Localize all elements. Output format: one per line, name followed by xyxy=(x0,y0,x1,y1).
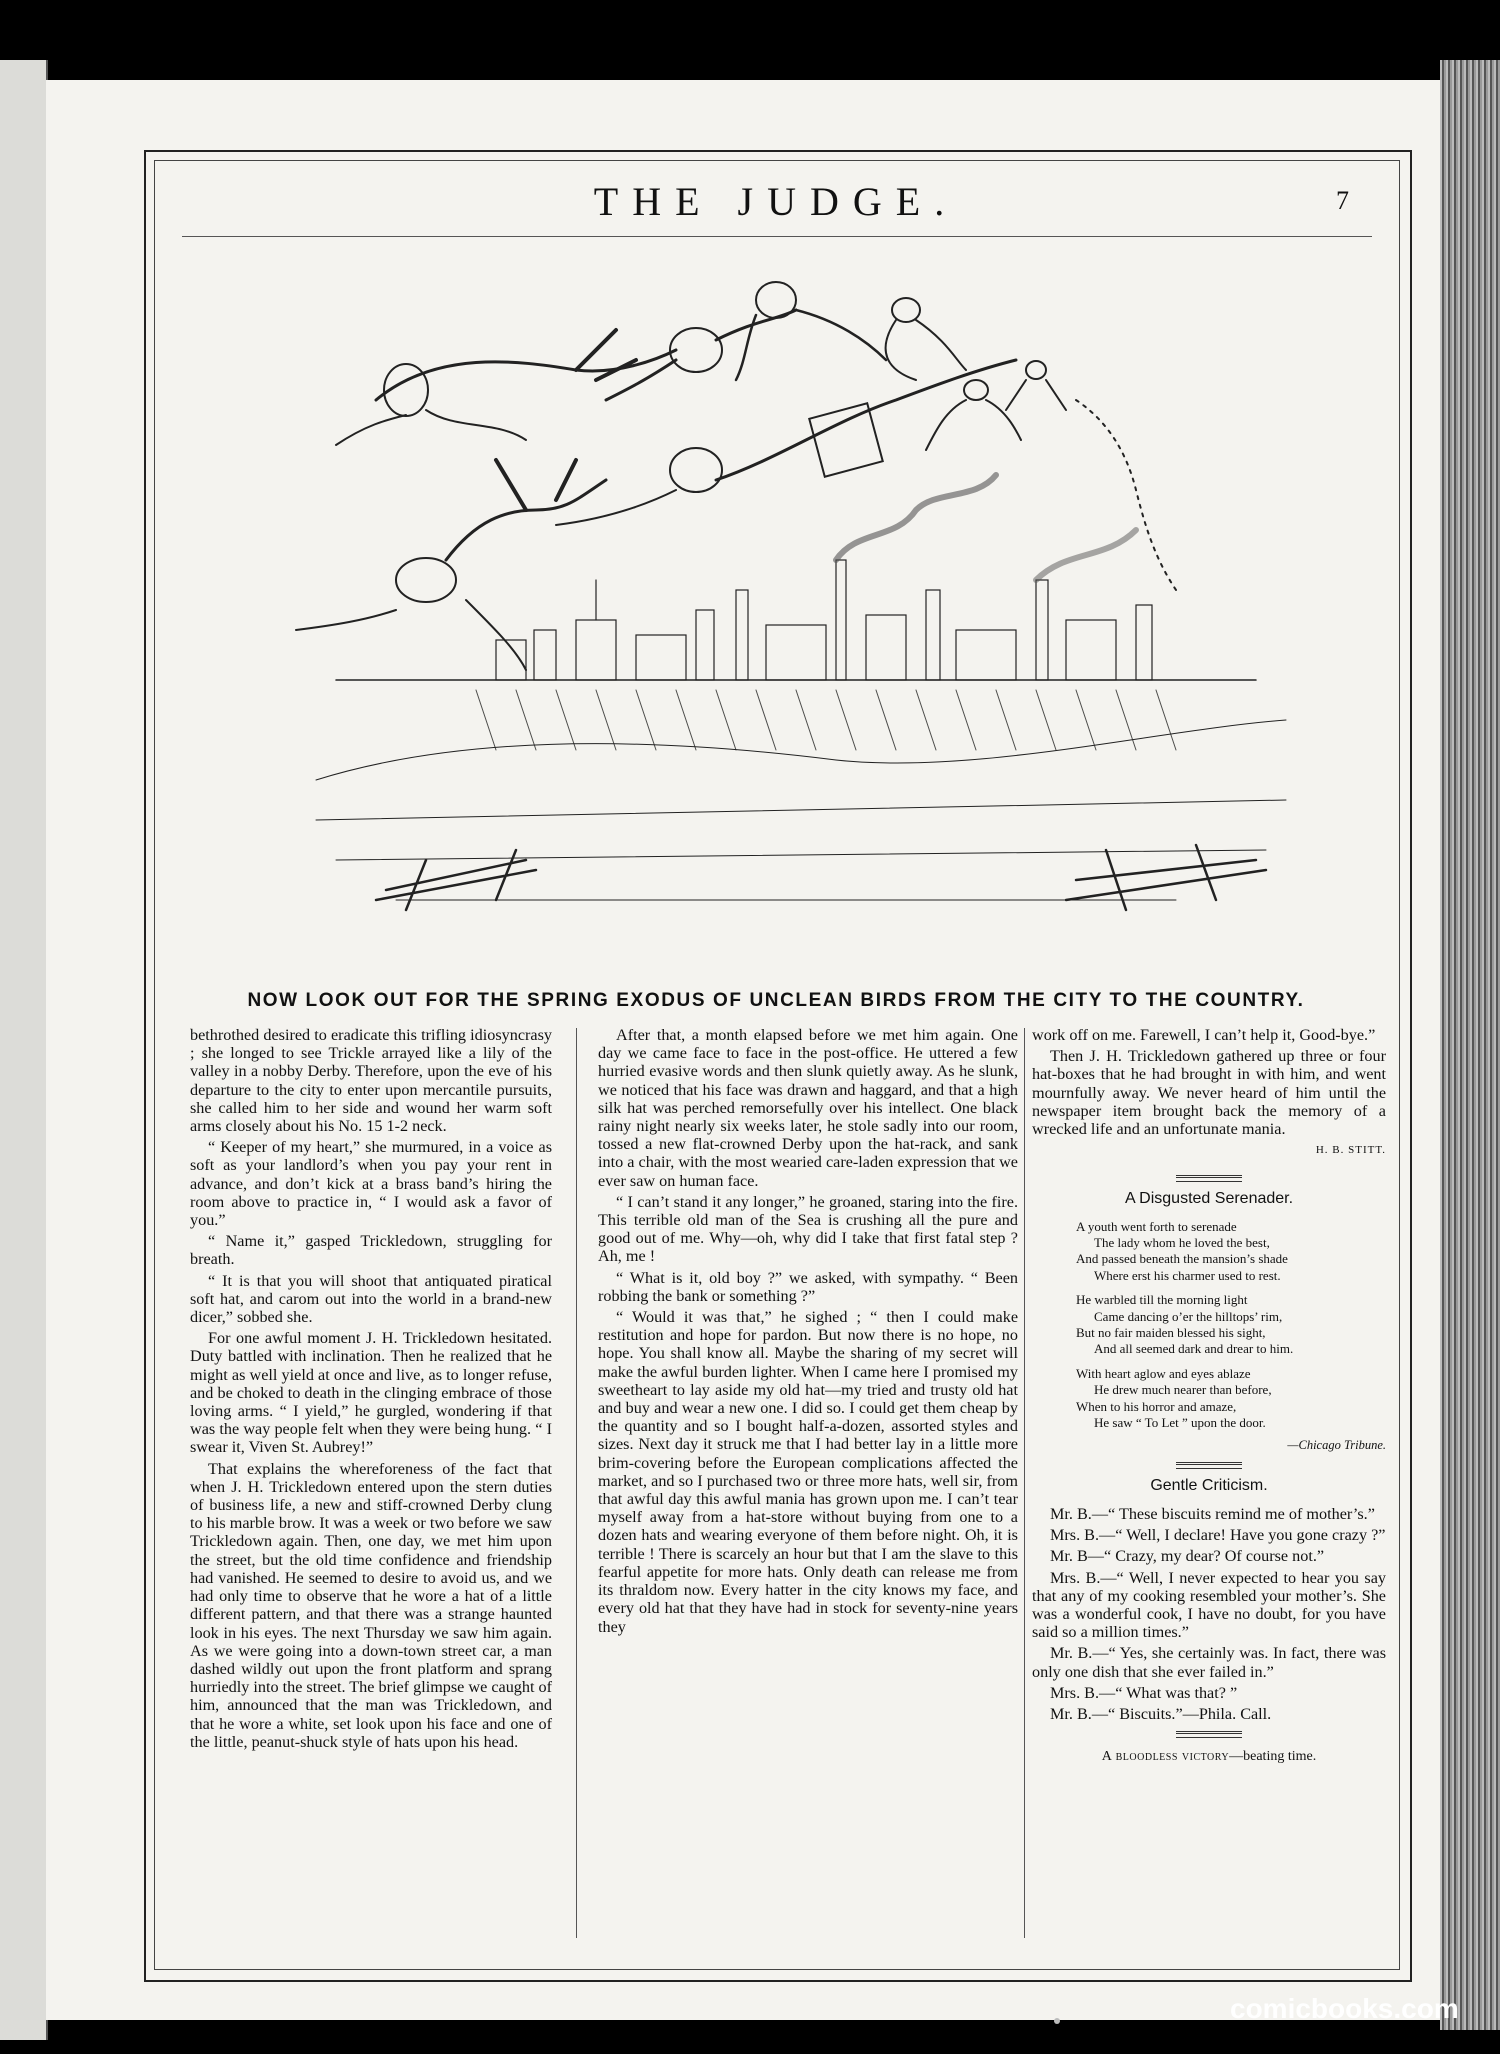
dialogue-line: Mrs. B.—“ Well, I declare! Have you gone crazy ?” xyxy=(1050,1526,1386,1545)
column-3 xyxy=(1032,1026,1386,1766)
paragraph: That explains the whereforeness of the fact that when J. H. Trickledown entered upon the stern duties of business life, a new and stiff-crowned Derby clung to his marble brow. It was a week or two before we saw Trickledown again. Then, one day, we met him upon the street, but the old time confidence and friendship had vanished. He seemed to desire to avoid us, and we had only time to observe that he wore a hat of a little different pattern, and that there was a strange haunted look in his eyes. The next Thursday we saw him again. As we were going into a down-town street car, a man dashed wildly out upon the front platform and sprang hurriedly into the street. The brief glimpse we caught of him, announced that the man was Trickledown, and that he wore a white, set look upon his face and one of the little, peanut-shuck style of hats upon his head. xyxy=(190,1459,553,1751)
paragraph: “ Keeper of my heart,” she murmured, in a voice as soft as your landlord’s when you pay your rent in advance, and don’t kick at a brass band’s hiring the room above to practice in, “ I would ask a favor of you.” xyxy=(190,1138,552,1230)
poem-line: He drew much nearer than before, xyxy=(1094,1382,1272,1398)
column-rule-1 xyxy=(576,1028,577,1938)
poem-line: And all seemed dark and drear to him. xyxy=(1094,1341,1294,1357)
watermark: comicbooks.com xyxy=(1230,1993,1459,2024)
paragraph: For one awful moment J. H. Trickledown hesitated. Duty battled with inclination. Then he realized that he might as well yield at once and live, as to longer refuse, and be choked to death in the clinging embrace of those loving arms. “ I yield,” he gurgled, wondering if that was the way people felt when they were being hung. “ I swear it, Viven St. Aubrey!” xyxy=(190,1329,552,1457)
poem xyxy=(1076,1219,1386,1432)
poem-line: With heart aglow and eyes ablaze xyxy=(1076,1365,1251,1381)
bloodless-victory-caps: A bloodless victory xyxy=(1101,1749,1230,1765)
poem-line: And passed beneath the mansion’s shade xyxy=(1076,1251,1288,1267)
masthead-rule xyxy=(182,236,1372,237)
dialogue-line: Mr. B.—“ These biscuits remind me of mother’s.” xyxy=(1050,1504,1375,1523)
masthead: THE JUDGE. xyxy=(593,179,959,224)
poem-line: He warbled till the morning light xyxy=(1076,1292,1248,1308)
poem-stanza xyxy=(1076,1219,1386,1285)
illustration-caption: NOW LOOK OUT FOR THE SPRING EXODUS OF UNCLEAN BIRDS FROM THE CITY TO THE COUNTRY. xyxy=(247,990,1305,1011)
poem-stanza xyxy=(1076,1366,1386,1432)
bloodless-victory-rest: —beating time. xyxy=(1229,1749,1317,1765)
poem-credit: —Chicago Tribune. xyxy=(1287,1437,1386,1452)
speck xyxy=(1054,2018,1060,2024)
dialogue-line: Mrs. B.—“ Well, I never expected to hear you say that any of my cooking resembled your mother’s. She was a wonderful cook, I have no doubt, for you have said so a million times.” xyxy=(1032,1568,1386,1642)
author-signature: H. B. STITT. xyxy=(1315,1144,1386,1157)
paragraph: “ It is that you will shoot that antiquated piratical soft hat, and carom out into the world in a brand-new dicer,” sobbed she. xyxy=(190,1271,552,1327)
column-2 xyxy=(598,1026,1018,1639)
dialogue-line: Mrs. B.—“ What was that? ” xyxy=(1050,1683,1238,1702)
engraving-illustration xyxy=(276,260,1316,960)
paragraph: After that, a month elapsed before we met him again. One day we came face to face in the post-office. He uttered a few hurried evasive words and then slunk quietly away. As he slunk, we noticed that his face was drawn and haggard, and that a high silk hat was perched remorsefully over his intellect. One black rainy night nearly six weeks later, he stole sadly into our room, tossed a new flat-crowned Derby upon the hat-rack, and sank into a chair, with the most wearied care-laden expression that we ever saw on human face. xyxy=(598,1026,1018,1190)
dialogue-line: Mr. B.—“ Biscuits.”—Phila. Call. xyxy=(1050,1704,1272,1723)
column-1 xyxy=(190,1026,552,1754)
column-rule-2 xyxy=(1024,1028,1025,1938)
page-number: 7 xyxy=(1336,186,1349,215)
section-divider xyxy=(1176,1175,1242,1182)
dialogue-line: Mr. B.—“ Yes, she certainly was. In fact, there was only one dish that she ever failed in.” xyxy=(1032,1644,1386,1681)
criticism-title: Gentle Criticism. xyxy=(1150,1476,1268,1494)
paragraph: work off on me. Farewell, I can’t help it, Good-bye.” xyxy=(1032,1026,1376,1044)
facing-page-edge xyxy=(0,60,48,2040)
poem-line: But no fair maiden blessed his sight, xyxy=(1076,1325,1266,1341)
poem-line: When to his horror and amaze, xyxy=(1076,1398,1237,1414)
section-divider xyxy=(1176,1462,1242,1469)
paragraph: Then J. H. Trickledown gathered up three or four hat-boxes that he had brought in with him, and went mournfully away. We never heard of him until the newspaper item brought back the memory of a wrecked life and an unfortunate mania. xyxy=(1032,1047,1386,1139)
poem-line: He saw “ To Let ” upon the door. xyxy=(1094,1415,1266,1431)
bloodless-victory-line xyxy=(1032,1748,1386,1766)
section-divider xyxy=(1176,1731,1242,1738)
poem-line: Where erst his charmer used to rest. xyxy=(1094,1267,1281,1283)
paragraph: “ Name it,” gasped Trickledown, struggling for breath. xyxy=(190,1232,552,1269)
paragraph: “ I can’t stand it any longer,” he groaned, staring into the fire. This terrible old man of the Sea is crushing all the pure and good out of me. Why—oh, why did I take that first fatal step ? Ah, me ! xyxy=(598,1192,1018,1266)
dialogue-line: Mr. B—“ Crazy, my dear? Of course not.” xyxy=(1050,1547,1325,1566)
poem-line: The lady whom he loved the best, xyxy=(1094,1235,1270,1251)
poem-title: A Disgusted Serenader. xyxy=(1124,1190,1294,1208)
paragraph: bethrothed desired to eradicate this trifling idiosyncrasy ; she longed to see Trickle arrayed like a lily of the valley in a nobby Derby. Therefore, upon the eve of his departure to the city to enter upon mercantile pursuits, she called him to her side and wound her warm soft arms closely about his No. 15 1-2 neck. xyxy=(190,1026,552,1136)
paragraph: “ Would it was that,” he sighed ; “ then I could make restitution and hope for pardon. But now there is no hope, no hope. You shall know all. Maybe the sharing of my secret will make the awful burden lighter. When I came here I promised my sweetheart to lay aside my old hat—my tried and trusty old hat and buy and wear a new one. I did so. I could get them cheap by the quantity and so I bought half-a-dozen, assorted styles and sizes. Next day it struck me that I had better lay in a little more brim-covering before the European complications affected the market, and so I purchased two or three more hats, well sir, from that awful day this awful mania has grown upon me. I can’t tear myself away from a hat-store without buying from one to a dozen hats and wearing everyone of them before night. Oh, it is terrible ! There is scarcely an hour but that I am the slave to this fearful appetite for more hats. Only death can release me from its thraldom now. Every hatter in the city knows my face, and every old hat that they have had in stock for seventy-nine years they xyxy=(598,1308,1018,1636)
poem-line: A youth went forth to serenade xyxy=(1076,1218,1237,1234)
paragraph: “ What is it, old boy ?” we asked, with sympathy. “ Been robbing the bank or something ?” xyxy=(598,1268,1018,1305)
poem-line: Came dancing o’er the hilltops’ rim, xyxy=(1094,1308,1283,1324)
poem-stanza xyxy=(1076,1292,1386,1358)
